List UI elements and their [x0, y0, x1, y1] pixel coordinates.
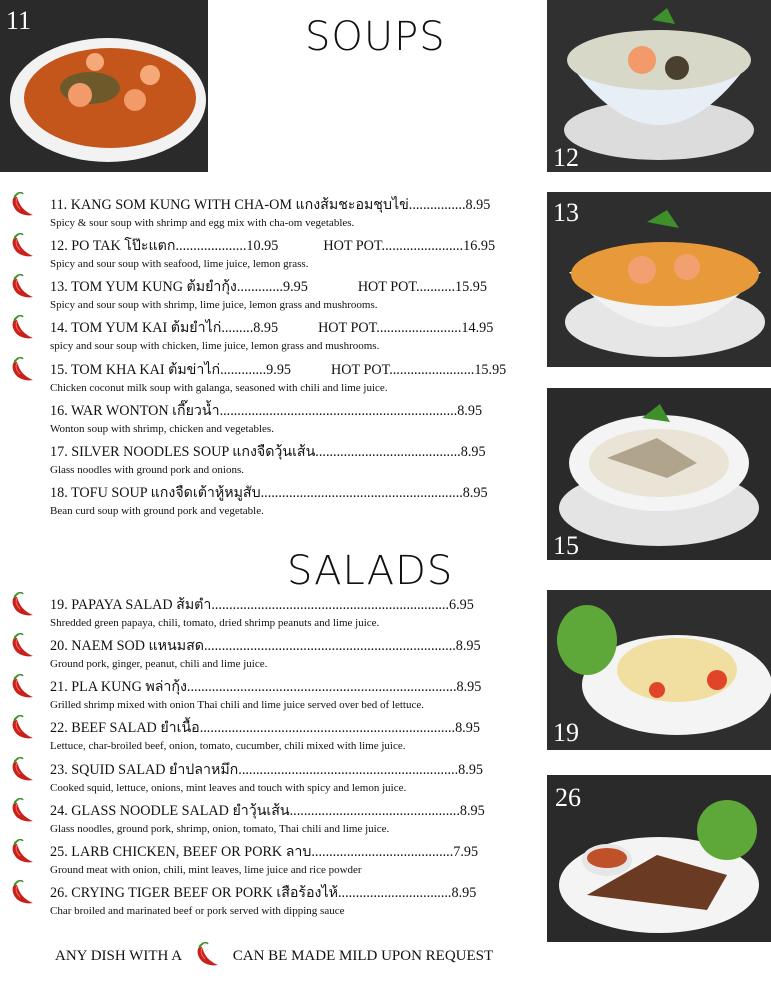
- leader-dots: ........................................................................: [199, 720, 456, 736]
- leader-dots: ........................................: [311, 844, 454, 860]
- item-price: 8.95: [465, 197, 491, 213]
- chili-icon: [8, 357, 36, 383]
- item-price: 10.95: [246, 238, 279, 254]
- hot-pot-label: HOT POT: [318, 320, 377, 336]
- chili-icon: [8, 233, 36, 259]
- leader-dots: .........................................................: [260, 485, 463, 501]
- hot-pot-label: HOT POT: [323, 238, 382, 254]
- chili-icon: [8, 715, 36, 741]
- photo-number: 12: [553, 143, 579, 172]
- item-description: Spicy and sour soup with seafood, lime juice, lemon grass.: [50, 258, 309, 270]
- photo-dish-15: [547, 388, 771, 560]
- item-description: Char broiled and marinated beef or pork served with dipping sauce: [50, 905, 345, 917]
- item-name: 11. KANG SOM KUNG WITH CHA-OM แกงส้มชะอมชุบไข่: [50, 197, 409, 213]
- leader-dots: ...................................................................: [211, 597, 449, 613]
- footer-note: [55, 942, 493, 968]
- footer-text-left: ANY DISH WITH A: [55, 948, 182, 964]
- photo-dish-11: [0, 0, 208, 172]
- item-price: 6.95: [449, 597, 474, 613]
- photo-dish-19: [547, 590, 771, 750]
- item-description: Wonton soup with shrimp, chicken and vegetables.: [50, 423, 274, 435]
- item-name: 14. TOM YUM KAI ต้มยำไก่: [50, 320, 222, 336]
- leader-dots: ........................: [389, 362, 475, 378]
- item-name: 19. PAPAYA SALAD ส้มตำ: [50, 597, 212, 613]
- item-name: 12. PO TAK โป๊ะแตก: [50, 238, 176, 254]
- photo-number: 13: [553, 198, 579, 227]
- item-price: 8.95: [458, 762, 483, 778]
- photo-number: 19: [553, 718, 579, 747]
- item-price: 7.95: [453, 844, 479, 860]
- photo-number: 15: [553, 531, 579, 560]
- item-price: 8.95: [457, 403, 483, 419]
- soups-title: SOUPS: [305, 14, 446, 60]
- item-description: Bean curd soup with ground pork and vegetable.: [50, 505, 264, 517]
- chili-icon: [8, 274, 36, 300]
- item-name: 24. GLASS NOODLE SALAD ยำวุ้นเส้น: [50, 803, 290, 819]
- hot-pot-label: HOT POT: [331, 362, 390, 378]
- leader-dots: ....................: [175, 238, 247, 254]
- item-price: 8.95: [455, 638, 481, 654]
- chili-icon: [8, 315, 36, 341]
- hot-pot-price: 15.95: [474, 362, 507, 378]
- hot-pot-label: HOT POT: [357, 279, 417, 295]
- hot-pot-price: 15.95: [455, 279, 487, 295]
- soup-bowl-image: [0, 0, 208, 172]
- soup-bowl-image: [547, 192, 771, 367]
- item-price: 8.95: [459, 803, 485, 819]
- item-description: Spicy & sour soup with shrimp and egg mix with cha-om vegetables.: [50, 217, 355, 229]
- chili-icon: [8, 757, 36, 783]
- soup-bowl-image: [547, 0, 771, 172]
- leader-dots: ...................................................................: [219, 403, 458, 419]
- item-description: Cooked squid, lettuce, onions, mint leaves and touch with spicy and lemon juice.: [50, 782, 407, 794]
- chili-icon: [8, 880, 36, 906]
- chili-icon: [193, 942, 221, 968]
- item-name: 20. NAEM SOD แหนมสด: [50, 638, 204, 654]
- item-name: 26. CRYING TIGER BEEF OR PORK เสือร้องไห้: [50, 885, 338, 901]
- item-name: 17. SILVER NOODLES SOUP แกงจืดวุ้นเส้น: [50, 444, 316, 460]
- photo-dish-13: [547, 192, 771, 367]
- item-description: Glass noodles with ground pork and onions.: [50, 464, 245, 476]
- leader-dots: ............................................................................: [186, 679, 457, 695]
- item-price: 8.95: [253, 320, 279, 336]
- item-name: 15. TOM KHA KAI ต้มข่าไก่: [50, 362, 221, 378]
- leader-dots: .......................................................................: [203, 638, 456, 654]
- photo-number: 26: [555, 783, 581, 812]
- item-description: spicy and sour soup with chicken, lime juice, lemon grass and mushrooms.: [50, 340, 380, 352]
- item-price: 8.95: [460, 444, 486, 460]
- photo-number: 11: [6, 6, 32, 35]
- leader-dots: .............: [236, 279, 283, 295]
- soup-bowl-image: [547, 388, 771, 560]
- item-description: Ground pork, ginger, peanut, chili and lime juice.: [50, 658, 268, 670]
- leader-dots: ..............................................................: [238, 762, 459, 778]
- salads-title: SALADS: [287, 548, 454, 594]
- item-name: 13. TOM YUM KUNG ต้มยำกุ้ง: [50, 279, 237, 295]
- leader-dots: ...........: [416, 279, 456, 295]
- item-description: Grilled shrimp mixed with onion Thai chili and lime juice served over bed of lettuce.: [50, 699, 425, 711]
- hot-pot-price: 14.95: [461, 320, 494, 336]
- item-description: Shredded green papaya, chili, tomato, dried shrimp peanuts and lime juice.: [50, 617, 380, 629]
- leader-dots: .......................: [381, 238, 464, 254]
- item-description: Chicken coconut milk soup with galanga, seasoned with chili and lime juice.: [50, 382, 388, 394]
- chili-icon: [8, 592, 36, 618]
- leader-dots: ........................: [376, 320, 462, 336]
- item-name: 16. WAR WONTON เกี๊ยวน้ำ: [50, 403, 220, 419]
- chili-icon: [8, 674, 36, 700]
- item-name: 23. SQUID SALAD ยำปลาหมึก: [50, 762, 239, 778]
- item-price: 8.95: [455, 720, 480, 736]
- chili-icon: [8, 798, 36, 824]
- item-name: 25. LARB CHICKEN, BEEF OR PORK ลาบ: [50, 844, 312, 860]
- item-price: 8.95: [456, 679, 482, 695]
- item-name: 21. PLA KUNG พล่ากุ้ง: [50, 679, 187, 695]
- leader-dots: .........................................: [315, 444, 461, 460]
- item-description: Lettuce, char-broiled beef, onion, tomato, cucumber, chili mixed with lime juice.: [50, 740, 406, 752]
- leader-dots: .........: [221, 320, 254, 336]
- photo-dish-26: [547, 775, 771, 942]
- chili-icon: [8, 192, 36, 218]
- leader-dots: ................................................: [289, 803, 460, 819]
- hot-pot-price: 16.95: [463, 238, 496, 254]
- item-price: 8.95: [462, 485, 488, 501]
- photo-dish-12: [547, 0, 771, 172]
- item-price: 8.95: [451, 885, 477, 901]
- chili-icon: [8, 633, 36, 659]
- item-price: 9.95: [282, 279, 308, 295]
- leader-dots: ................: [408, 197, 466, 213]
- item-name: 18. TOFU SOUP แกงจืดเต้าหู้หมูสับ: [50, 485, 261, 501]
- salad-plate-image: [547, 590, 771, 750]
- leader-dots: ................................: [337, 885, 452, 901]
- footer-text-right: CAN BE MADE MILD UPON REQUEST: [232, 948, 494, 964]
- leader-dots: .............: [220, 362, 267, 378]
- item-price: 9.95: [266, 362, 291, 378]
- item-description: Glass noodles, ground pork, shrimp, onion, tomato, Thai chili and lime juice.: [50, 823, 390, 835]
- item-description: Spicy and sour soup with shrimp, lime juice, lemon grass and mushrooms.: [50, 299, 378, 311]
- chili-icon: [8, 839, 36, 865]
- item-description: Ground meat with onion, chili, mint leaves, lime juice and rice powder: [50, 864, 362, 876]
- item-name: 22. BEEF SALAD ยำเนื้อ: [50, 720, 200, 736]
